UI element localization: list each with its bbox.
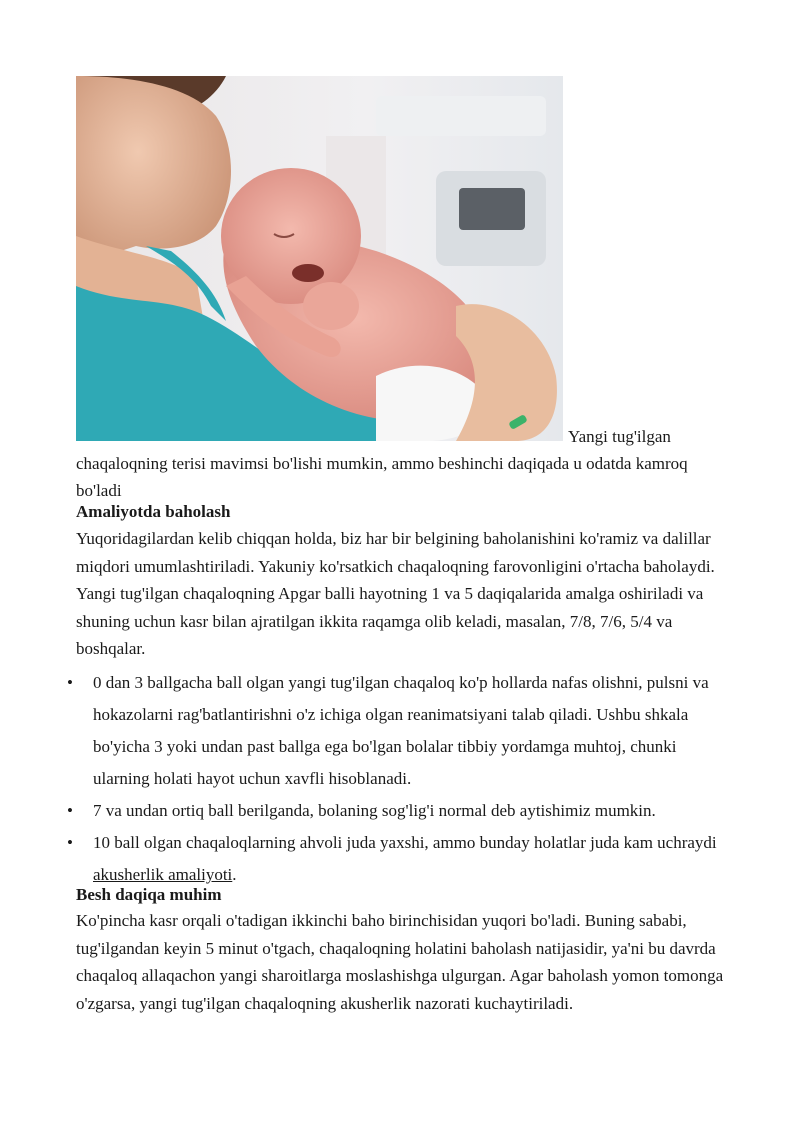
list-item-text: 0 dan 3 ballgacha ball olgan yangi tug'ilgan chaqaloq ko'p hollarda nafas olishni, pulsni va hokazolarni rag'batlantirishni o'z ichiga olgan reanimatsiyani talab qiladi. Ushbu shkala bo'yicha 3 yoki undan past ballga ega bo'lgan bolalar tibbiy yordamga muhtoj, chunki ularning holati hayot uchun xavfli hisoblanadi.	[93, 673, 709, 788]
list-item	[67, 795, 728, 827]
bullet-icon: •	[67, 673, 73, 692]
bullet-icon: •	[67, 833, 73, 852]
obstetrics-practice-link[interactable]: akusherlik amaliyoti	[93, 865, 233, 884]
newborn-photo	[76, 76, 563, 441]
section-heading-five-minutes: Besh daqiqa muhim	[76, 885, 222, 904]
section-paragraph-practice: Yuqoridagilardan kelib chiqqan holda, biz har bir belgining baholanishini ko'ramiz va dalillar miqdori umumlashtiriladi. Yakuniy ko'rsatkich chaqaloqning farovonligini o'rtacha baholaydi. Yangi tug'ilgan chaqaloqning Apgar balli hayotning 1 va 5 daqiqalarida amalga oshiriladi va shuning uchun kasr bilan ajratilgan ikkita raqamga olib keladi, masalan, 7/8, 7/6, 5/4 va boshqalar.	[76, 529, 715, 658]
list-item	[67, 827, 728, 891]
caption-line-2: chaqaloqning terisi mavimsi bo'lishi mumkin, ammo beshinchi daqiqada u odatda kamroq bo'ladi	[76, 454, 688, 500]
section-paragraph-five-minutes: Ko'pincha kasr orqali o'tadigan ikkinchi baho birinchisidan yuqori bo'ladi. Buning sababi, tug'ilgandan keyin 5 minut o'tgach, chaqaloqning holatini baholash natijasidir, ya'ni bu davrda chaqaloq allaqachon yangi sharoitlarga moslashishga ulgurgan. Agar baholash yomon tomonga o'zgarsa, yangi tug'ilgan chaqaloqning akusherlik nazorati kuchaytiriladi.	[76, 911, 724, 1013]
list-item	[67, 667, 728, 795]
list-item-end: .	[232, 865, 237, 884]
bullet-icon: •	[67, 801, 73, 820]
section-heading-practice: Amaliyotda baholash	[76, 502, 231, 521]
list-item-text: 7 va undan ortiq ball berilganda, bolaning sog'lig'i normal deb aytishimiz mumkin.	[93, 801, 656, 820]
list-item-text: 10 ball olgan chaqaloqlarning ahvoli juda yaxshi, ammo bunday holatlar juda kam uchraydi	[93, 833, 717, 852]
bullet-list	[67, 667, 728, 891]
caption-line-1: Yangi tug'ilgan	[568, 427, 671, 446]
